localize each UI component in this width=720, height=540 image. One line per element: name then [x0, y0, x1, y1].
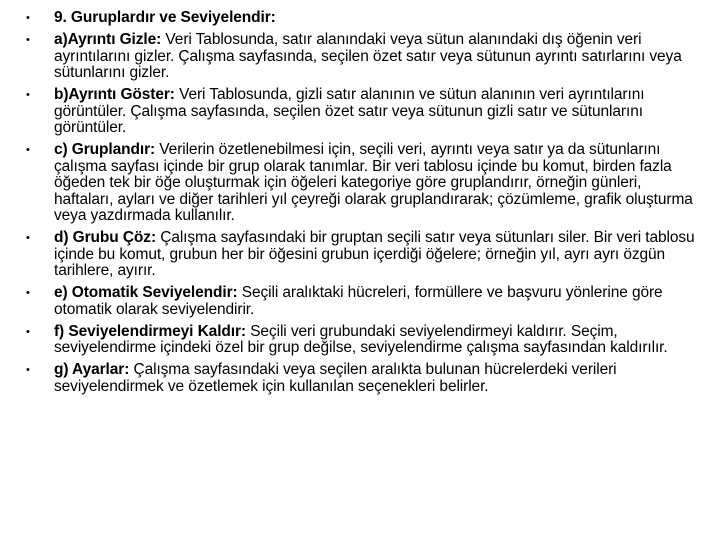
bullet-list — [26, 10, 696, 401]
bullet-term: a)Ayrıntı Gizle: — [54, 31, 162, 48]
bullet-text: Veri Tablosunda, satır alanındaki veya sütun alanındaki dış öğenin veri ayrıntılarını gizler. Çalışma sayfasında, seçilen özet satır veya sütunun ayrıntı satırlarını veya sütunlarını gizler. — [54, 31, 682, 81]
bullet-item-grubu-coz — [26, 230, 696, 280]
bullet-term: 9. Guruplardır ve Seviyelendir: — [54, 9, 276, 26]
bullet-term: e) Otomatik Seviyelendir: — [54, 284, 238, 301]
bullet-dot-icon: • — [26, 232, 30, 244]
bullet-text: Seçili veri grubundaki seviyelendirmeyi kaldırır. Seçim, seviyelendirme içindeki özel bir grup değilse, seviyelendirme çalışma sayfasından kaldırılır. — [54, 322, 668, 356]
bullet-text: Seçili aralıktaki hücreleri, formüllere ve başvuru yönlerine göre otomatik olarak seviyelendirir. — [54, 284, 663, 318]
bullet-item-ayrinti-gizle — [26, 32, 696, 82]
bullet-dot-icon: • — [26, 89, 30, 101]
bullet-text: Çalışma sayfasındaki bir gruptan seçili satır veya sütunları siler. Bir veri tablosu içinde bu komut, grubun her bir öğesini grubun içerdiği öğelere; örneğin yıl, ayrı ayrı özgün tarihlere, ayırır. — [54, 229, 695, 279]
bullet-term: f) Seviyelendirmeyi Kaldır: — [54, 322, 246, 340]
bullet-item-ayarlar — [26, 362, 696, 395]
bullet-item-gruplandir — [26, 142, 696, 225]
bullet-item-ayrinti-goster — [26, 87, 696, 137]
bullet-term: c) Gruplandır: — [54, 141, 156, 158]
bullet-item-seviyelendirmeyi-kaldir — [26, 324, 696, 357]
bullet-item-otomatik-seviyelendir — [26, 285, 696, 318]
bullet-term: b)Ayrıntı Göster: — [54, 86, 175, 103]
bullet-dot-icon: • — [26, 287, 30, 299]
bullet-dot-icon: • — [26, 34, 30, 46]
bullet-item-heading — [26, 10, 696, 27]
bullet-dot-icon: • — [26, 12, 30, 24]
bullet-dot-icon: • — [26, 144, 30, 156]
bullet-term: d) Grubu Çöz: — [54, 229, 157, 246]
bullet-text: Verilerin özetlenebilmesi için, seçili veri, ayrıntı veya satır ya da sütunlarını çalışma sayfası içinde bir grup olarak tanımlar. Bir veri tablosu içinde bu komut, birden fazla öğeden tek bir öğe oluşturmak için öğeleri kategoriye göre gruplandırır, örneğin günleri, haftaları, ayları ve diğer tarihleri yıl çeyreği olarak gruplandırarak; çözümleme, grafik oluşturma veya yazdırmada kullanılır. — [54, 141, 693, 224]
bullet-dot-icon: • — [26, 364, 30, 376]
bullet-term: g) Ayarlar: — [54, 361, 130, 378]
bullet-text: Veri Tablosunda, gizli satır alanının ve sütun alanının veri ayrıntılarını görüntüler. Çalışma sayfasında, seçilen özet satır veya sütunun gizli satır ve sütunlarını görüntüler. — [54, 86, 645, 136]
bullet-dot-icon: • — [26, 325, 30, 338]
bullet-text: Çalışma sayfasındaki veya seçilen aralıkta bulunan hücrelerdeki verileri seviyelendirmek ve özetlemek için kullanılan seçenekleri belirler. — [54, 361, 617, 395]
